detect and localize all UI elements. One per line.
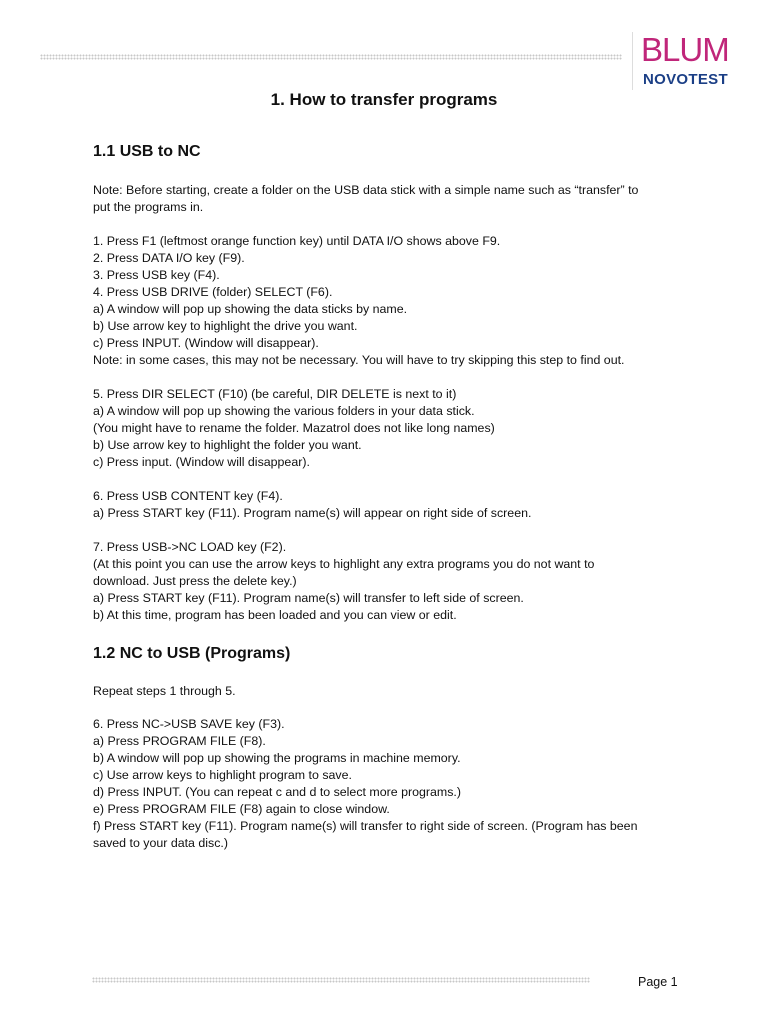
text-line: 3. Press USB key (F4).	[93, 268, 220, 282]
text-line: 4. Press USB DRIVE (folder) SELECT (F6).	[93, 285, 333, 299]
text-line: Note: in some cases, this may not be necessary. You will have to try skipping this step to find out.	[93, 353, 625, 367]
text-line: Note: Before starting, create a folder on the USB data stick with a simple name such as “transfer” to	[93, 183, 639, 197]
text-line: 6. Press USB CONTENT key (F4).	[93, 489, 283, 503]
section1-step-6	[93, 488, 693, 522]
text-line: c) Press input. (Window will disappear).	[93, 455, 310, 469]
page-number: Page 1	[638, 975, 678, 989]
text-line: a) A window will pop up showing the various folders in your data stick.	[93, 404, 475, 418]
text-line: d) Press INPUT. (You can repeat c and d to select more programs.)	[93, 785, 461, 799]
text-line: (You might have to rename the folder. Mazatrol does not like long names)	[93, 421, 495, 435]
section-heading-usb-to-nc: 1.1 USB to NC	[93, 143, 201, 160]
section-heading-nc-to-usb: 1.2 NC to USB (Programs)	[93, 645, 291, 662]
header-dotted-rule	[40, 54, 622, 60]
page-title: 1. How to transfer programs	[270, 90, 498, 109]
text-line: f) Press START key (F11). Program name(s) will transfer to right side of screen. (Program has been	[93, 819, 638, 833]
text-line: b) A window will pop up showing the programs in machine memory.	[93, 751, 461, 765]
text-line: c) Press INPUT. (Window will disappear).	[93, 336, 319, 350]
section2-repeat	[93, 683, 693, 700]
text-line: 1. Press F1 (leftmost orange function key) until DATA I/O shows above F9.	[93, 234, 501, 248]
text-line: a) Press START key (F11). Program name(s) will appear on right side of screen.	[93, 506, 532, 520]
text-line: download. Just press the delete key.)	[93, 574, 297, 588]
blum-novotest-logo	[632, 32, 753, 90]
text-line: b) Use arrow key to highlight the drive you want.	[93, 319, 358, 333]
section1-note	[93, 182, 693, 216]
text-line: 5. Press DIR SELECT (F10) (be careful, DIR DELETE is next to it)	[93, 387, 457, 401]
text-line: Repeat steps 1 through 5.	[93, 684, 236, 698]
text-line: put the programs in.	[93, 200, 204, 214]
text-line: (At this point you can use the arrow keys to highlight any extra programs you do not want to	[93, 557, 595, 571]
text-line: 6. Press NC->USB SAVE key (F3).	[93, 717, 285, 731]
section1-step-5	[93, 386, 693, 471]
text-line: a) Press START key (F11). Program name(s) will transfer to left side of screen.	[93, 591, 524, 605]
section2-steps	[93, 716, 693, 852]
text-line: 2. Press DATA I/O key (F9).	[93, 251, 245, 265]
footer-dotted-rule	[92, 977, 590, 983]
text-line: e) Press PROGRAM FILE (F8) again to close window.	[93, 802, 390, 816]
text-line: a) A window will pop up showing the data sticks by name.	[93, 302, 408, 316]
section1-steps-1-4	[93, 233, 693, 369]
section1-step-7	[93, 539, 693, 624]
text-line: b) At this time, program has been loaded and you can view or edit.	[93, 608, 457, 622]
logo-novotest-text: NOVOTEST	[643, 71, 728, 88]
logo-blum-text: BLUM	[641, 31, 729, 68]
text-line: b) Use arrow key to highlight the folder you want.	[93, 438, 362, 452]
text-line: a) Press PROGRAM FILE (F8).	[93, 734, 266, 748]
text-line: 7. Press USB->NC LOAD key (F2).	[93, 540, 287, 554]
text-line: c) Use arrow keys to highlight program to save.	[93, 768, 352, 782]
text-line: saved to your data disc.)	[93, 836, 228, 850]
